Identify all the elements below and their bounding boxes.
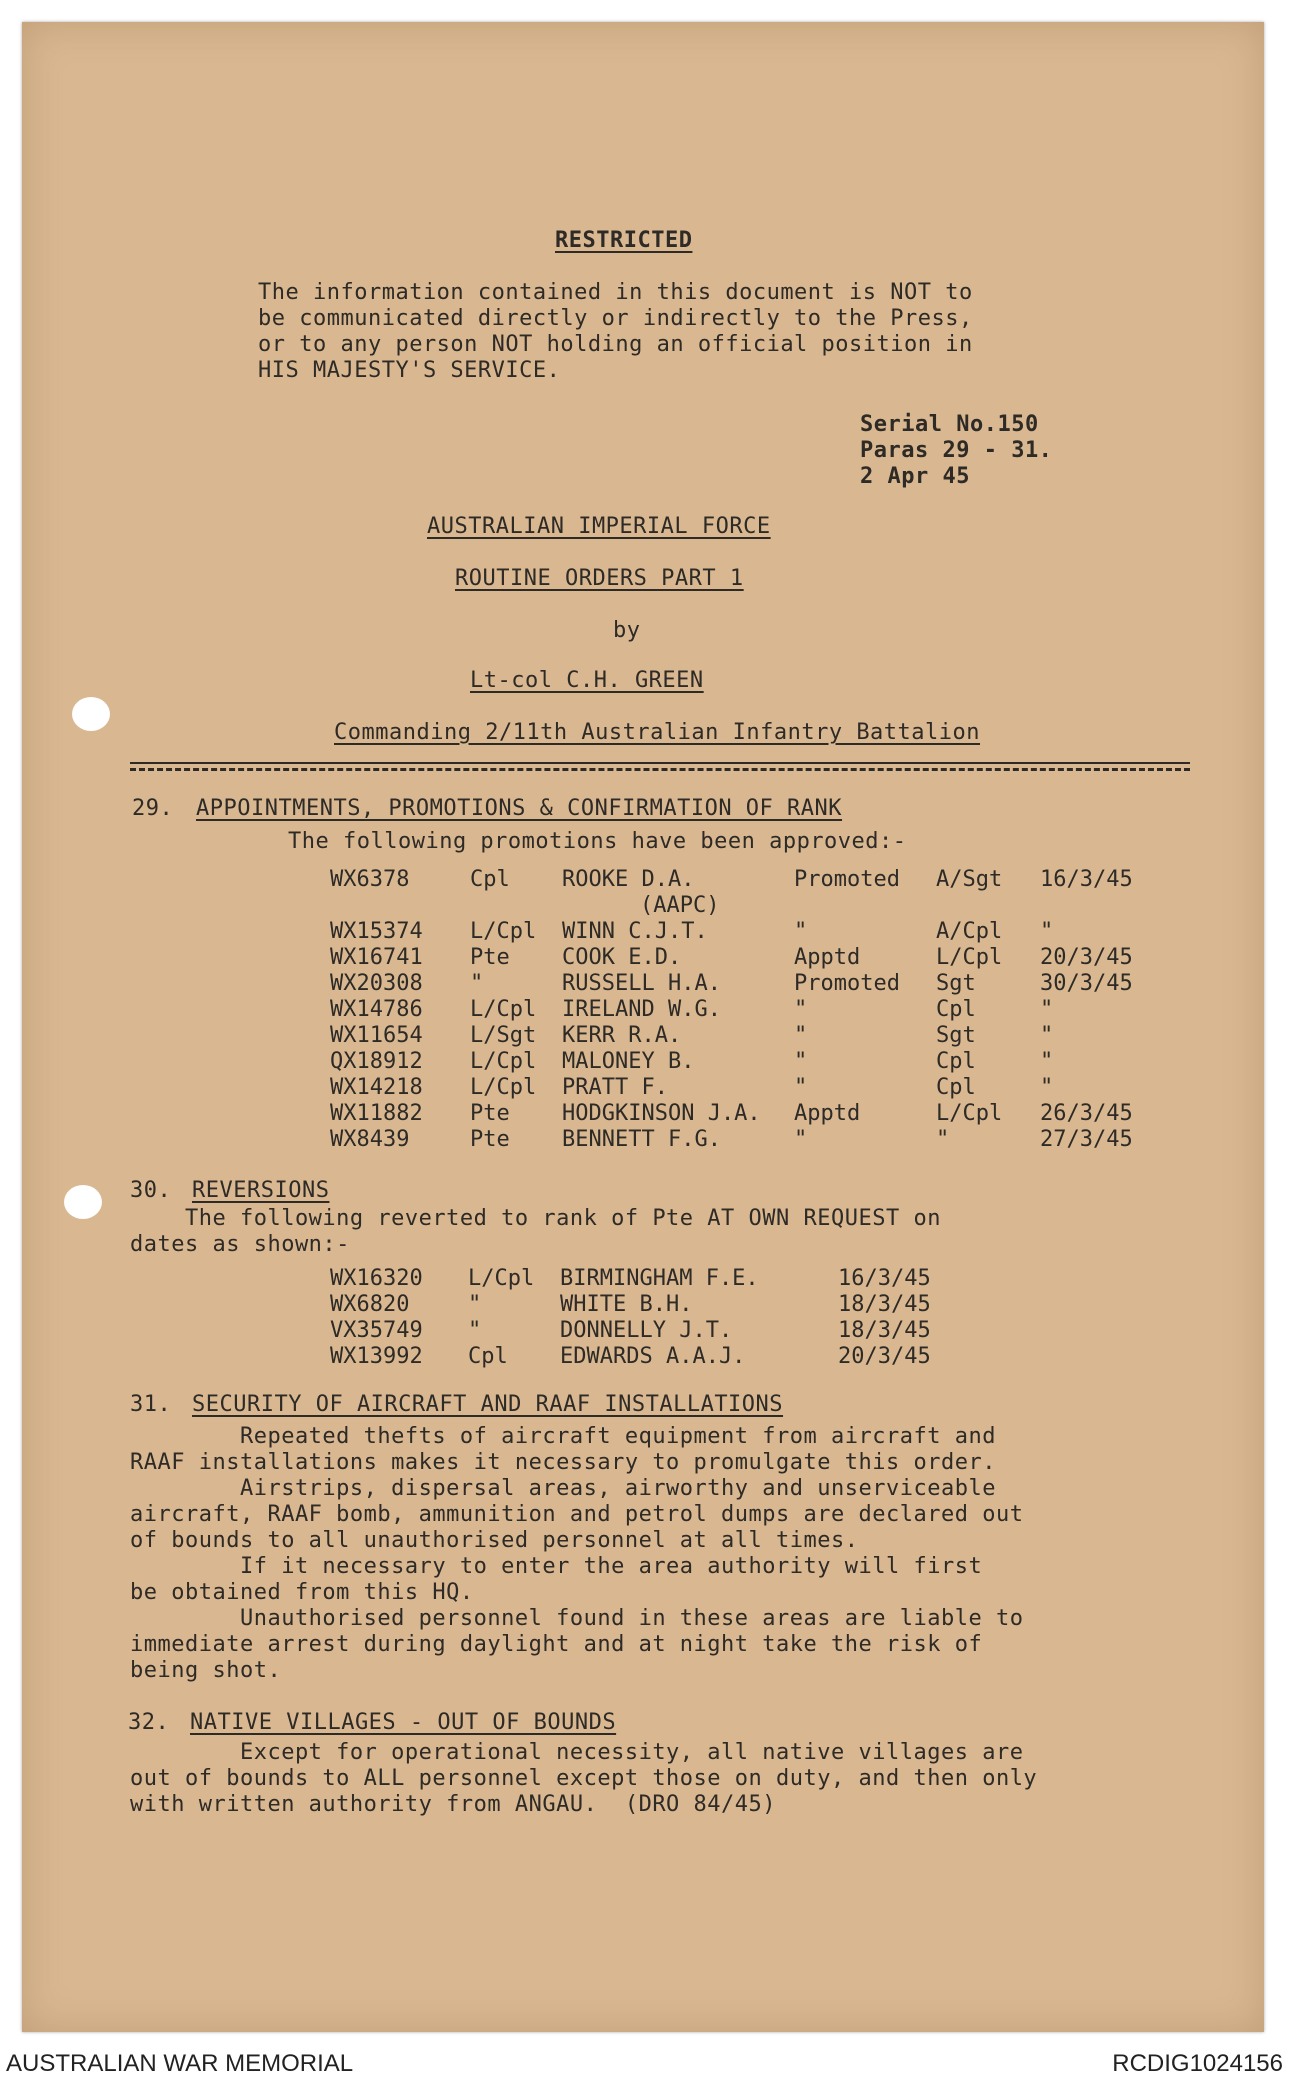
- table-row: [0, 1266, 1289, 1292]
- new-rank: A/Cpl: [936, 919, 1003, 944]
- service-number: WX15374: [330, 919, 423, 944]
- rank: L/Cpl: [468, 1266, 535, 1291]
- rank: L/Cpl: [470, 1049, 537, 1074]
- body-line: Repeated thefts of aircraft equipment from aircraft and: [130, 1424, 996, 1449]
- orders-title: ROUTINE ORDERS PART 1: [455, 566, 744, 591]
- table-row: [0, 1049, 1289, 1075]
- service-number: QX18912: [330, 1049, 423, 1074]
- body-line: RAAF installations makes it necessary to promulgate this order.: [130, 1450, 996, 1475]
- table-row: [0, 997, 1289, 1023]
- section-number: 29.: [132, 796, 174, 821]
- effective-date: 16/3/45: [1040, 867, 1133, 892]
- rank: L/Cpl: [470, 1075, 537, 1100]
- action: Promoted: [794, 867, 900, 892]
- body-line: Unauthorised personnel found in these areas are liable to: [130, 1606, 1024, 1631]
- punch-hole-top: [72, 697, 110, 731]
- body-line: out of bounds to ALL personnel except those on duty, and then only: [130, 1766, 1038, 1791]
- table-row: [0, 1344, 1289, 1370]
- soldier-name: RUSSELL H.A.: [562, 971, 721, 996]
- body-line: If it necessary to enter the area authority will first: [130, 1554, 983, 1579]
- notice-line: The information contained in this document is NOT to: [258, 280, 973, 305]
- new-rank: L/Cpl: [936, 945, 1003, 970]
- soldier-name: EDWARDS A.A.J.: [560, 1344, 746, 1369]
- body-line: being shot.: [130, 1658, 282, 1683]
- table-row: [0, 919, 1289, 945]
- body-line: immediate arrest during daylight and at night take the risk of: [130, 1632, 983, 1657]
- effective-date: ": [1040, 1075, 1054, 1100]
- service-number: WX11654: [330, 1023, 423, 1048]
- section-intro: The following promotions have been approved:-: [288, 829, 907, 854]
- section-heading: REVERSIONS: [192, 1178, 330, 1203]
- soldier-name: BIRMINGHAM F.E.: [560, 1266, 759, 1291]
- by-label: by: [613, 618, 641, 643]
- section-heading: APPOINTMENTS, PROMOTIONS & CONFIRMATION OF RANK: [196, 796, 843, 821]
- rank: ": [470, 971, 484, 996]
- effective-date: ": [1040, 1023, 1054, 1048]
- table-row: [0, 945, 1289, 971]
- punch-hole-bottom: [64, 1185, 102, 1219]
- service-number: WX16741: [330, 945, 423, 970]
- archive-footer: [0, 2042, 1289, 2082]
- table-row: [0, 1318, 1289, 1344]
- new-rank: ": [936, 1127, 950, 1152]
- new-rank: Cpl: [936, 1075, 976, 1100]
- rank: Pte: [470, 945, 510, 970]
- action: Promoted: [794, 971, 900, 996]
- rank: Pte: [470, 1101, 510, 1126]
- soldier-name: KERR R.A.: [562, 1023, 682, 1048]
- section-number: 31.: [130, 1392, 172, 1417]
- soldier-name: WHITE B.H.: [560, 1292, 693, 1317]
- serial-date: 2 Apr 45: [860, 464, 970, 489]
- archive-name: AUSTRALIAN WAR MEMORIAL: [6, 2050, 354, 2077]
- notice-line: or to any person NOT holding an official position in: [258, 332, 973, 357]
- notice-line: be communicated directly or indirectly to the Press,: [258, 306, 973, 331]
- body-line: with written authority from ANGAU. (DRO 84/45): [130, 1792, 777, 1817]
- soldier-name: MALONEY B.: [562, 1049, 695, 1074]
- reversion-date: 20/3/45: [838, 1344, 931, 1369]
- section-number: 30.: [130, 1178, 172, 1203]
- soldier-name: WINN C.J.T.: [562, 919, 708, 944]
- record-id: RCDIG1024156: [1112, 2050, 1283, 2077]
- service-number: WX6378: [330, 867, 410, 892]
- effective-date: ": [1040, 919, 1054, 944]
- table-row: [0, 1127, 1289, 1153]
- effective-date: 20/3/45: [1040, 945, 1133, 970]
- serial-number: Serial No.150: [860, 412, 1039, 437]
- action: Apptd: [794, 1101, 861, 1126]
- new-rank: Sgt: [936, 971, 976, 996]
- section-number: 32.: [128, 1710, 170, 1735]
- effective-date: 27/3/45: [1040, 1127, 1133, 1152]
- service-number: WX11882: [330, 1101, 423, 1126]
- effective-date: ": [1040, 1049, 1054, 1074]
- body-line: be obtained from this HQ.: [130, 1580, 474, 1605]
- rank: ": [468, 1318, 482, 1343]
- soldier-name: HODGKINSON J.A.: [562, 1101, 761, 1126]
- service-number: WX20308: [330, 971, 423, 996]
- service-number: WX8439: [330, 1127, 410, 1152]
- section-heading: SECURITY OF AIRCRAFT AND RAAF INSTALLATIONS: [192, 1392, 784, 1417]
- effective-date: 30/3/45: [1040, 971, 1133, 996]
- reversion-date: 18/3/45: [838, 1318, 931, 1343]
- section-heading: NATIVE VILLAGES - OUT OF BOUNDS: [190, 1710, 617, 1735]
- body-line: aircraft, RAAF bomb, ammunition and petrol dumps are declared out: [130, 1502, 1024, 1527]
- table-row: [0, 1101, 1289, 1127]
- rank: Cpl: [468, 1344, 508, 1369]
- section-intro: The following reverted to rank of Pte AT OWN REQUEST on: [130, 1206, 941, 1231]
- unit-title: Commanding 2/11th Australian Infantry Battalion: [334, 720, 981, 745]
- new-rank: L/Cpl: [936, 1101, 1003, 1126]
- action: ": [794, 997, 808, 1022]
- soldier-name: DONNELLY J.T.: [560, 1318, 733, 1343]
- commander-name: Lt-col C.H. GREEN: [470, 668, 704, 693]
- table-row: [0, 867, 1289, 893]
- header-divider-dashed: [130, 768, 1190, 771]
- rank: L/Cpl: [470, 919, 537, 944]
- reversion-date: 16/3/45: [838, 1266, 931, 1291]
- notice-line: HIS MAJESTY'S SERVICE.: [258, 358, 561, 383]
- soldier-name: IRELAND W.G.: [562, 997, 721, 1022]
- header-divider: [130, 762, 1190, 764]
- soldier-name: ROOKE D.A.: [562, 867, 695, 892]
- force-title: AUSTRALIAN IMPERIAL FORCE: [427, 514, 771, 539]
- rank: ": [468, 1292, 482, 1317]
- rank: L/Cpl: [470, 997, 537, 1022]
- new-rank: Cpl: [936, 1049, 976, 1074]
- service-number: WX13992: [330, 1344, 423, 1369]
- section-intro: dates as shown:-: [130, 1232, 350, 1257]
- effective-date: 26/3/45: [1040, 1101, 1133, 1126]
- rank: Pte: [470, 1127, 510, 1152]
- soldier-name: (AAPC): [640, 893, 720, 918]
- body-line: of bounds to all unauthorised personnel at all times.: [130, 1528, 859, 1553]
- service-number: WX16320: [330, 1266, 423, 1291]
- new-rank: A/Sgt: [936, 867, 1003, 892]
- service-number: VX35749: [330, 1318, 423, 1343]
- service-number: WX6820: [330, 1292, 410, 1317]
- table-row: [0, 1075, 1289, 1101]
- service-number: WX14218: [330, 1075, 423, 1100]
- rank: L/Sgt: [470, 1023, 537, 1048]
- body-line: Airstrips, dispersal areas, airworthy and unserviceable: [130, 1476, 996, 1501]
- action: ": [794, 1127, 808, 1152]
- effective-date: ": [1040, 997, 1054, 1022]
- table-row: [0, 893, 1289, 919]
- soldier-name: BENNETT F.G.: [562, 1127, 721, 1152]
- rank: Cpl: [470, 867, 510, 892]
- action: ": [794, 919, 808, 944]
- action: ": [794, 1049, 808, 1074]
- classification-heading: RESTRICTED: [555, 228, 693, 253]
- table-row: [0, 1023, 1289, 1049]
- new-rank: Cpl: [936, 997, 976, 1022]
- service-number: WX14786: [330, 997, 423, 1022]
- action: Apptd: [794, 945, 861, 970]
- new-rank: Sgt: [936, 1023, 976, 1048]
- body-line: Except for operational necessity, all native villages are: [130, 1740, 1024, 1765]
- table-row: [0, 1292, 1289, 1318]
- serial-paras: Paras 29 - 31.: [860, 438, 1053, 463]
- action: ": [794, 1075, 808, 1100]
- reversion-date: 18/3/45: [838, 1292, 931, 1317]
- action: ": [794, 1023, 808, 1048]
- soldier-name: PRATT F.: [562, 1075, 668, 1100]
- soldier-name: COOK E.D.: [562, 945, 682, 970]
- table-row: [0, 971, 1289, 997]
